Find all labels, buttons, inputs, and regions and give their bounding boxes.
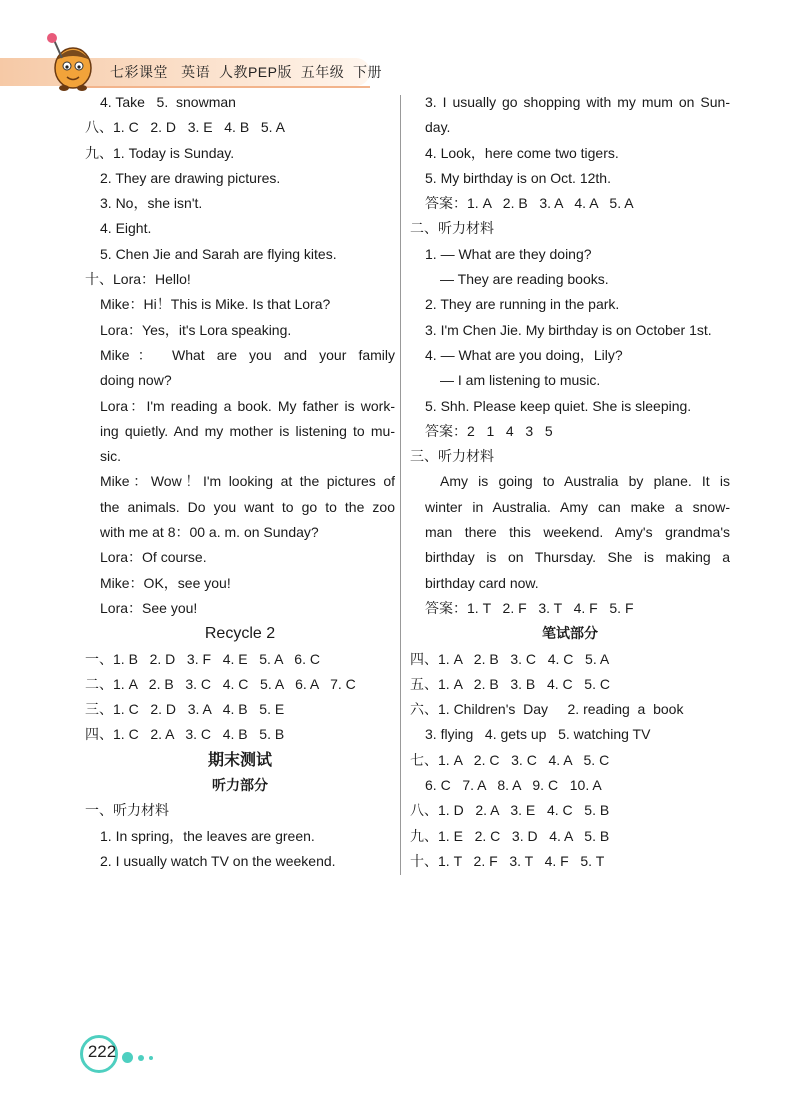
left-column-line: 4. Take 5. snowman (100, 94, 236, 110)
left-column-line: 3. No，she isn't. (100, 195, 203, 212)
page-header (0, 0, 800, 95)
footer-dot-small (149, 1056, 153, 1060)
right-column-line: man there this weekend. Amy's grandma's (425, 524, 730, 541)
column-divider (400, 95, 401, 875)
left-column-line: Lora：Yes，it's Lora speaking. (100, 321, 292, 338)
right-column-line: 答案：2 1 4 3 5 (425, 422, 553, 439)
right-column-line: 5. My birthday is on Oct. 12th. (425, 169, 611, 186)
left-column-line: 4. Eight. (100, 220, 152, 237)
right-column-line: 四、1. A 2. B 3. C 4. C 5. A (410, 650, 610, 667)
left-column-line: Mike：Wow！I'm looking at the pictures of (100, 473, 395, 490)
right-column-line: 九、1. E 2. C 3. D 4. A 5. B (410, 827, 610, 844)
footer-dot-medium (138, 1055, 144, 1061)
header-title: 七彩课堂 英语 人教PEP版 五年级 下册 (110, 64, 383, 80)
right-column-line: 八、1. D 2. A 3. E 4. C 5. B (410, 802, 610, 819)
left-column-line: sic. (100, 448, 121, 465)
right-column-line: 3. I'm Chen Jie. My birthday is on October 1st. (425, 321, 712, 338)
right-column-line: 三、听力材料 (410, 448, 494, 465)
right-column-line: 1. — What are they doing? (425, 245, 592, 262)
right-column-line: 3. I usually go shopping with my mum on Sun- (425, 94, 730, 110)
footer-dot-large (122, 1052, 133, 1063)
right-column-line: 5. Shh. Please keep quiet. She is sleeping. (425, 397, 692, 414)
right-column-line: 五、1. A 2. B 3. B 4. C 5. C (410, 675, 610, 692)
left-column-line: 十、Lora：Hello! (85, 271, 191, 288)
mascot-icon (40, 30, 102, 92)
left-column-line: the animals. Do you want to go to the zoo (100, 498, 395, 515)
right-column-line: 4. Look，here come two tigers. (425, 144, 619, 161)
left-column-line: Recycle 2 (204, 625, 276, 643)
left-column-line: 九、1. Today is Sunday. (85, 144, 235, 161)
right-column (410, 90, 730, 874)
left-column-line: Lora：See you! (100, 599, 198, 616)
left-column-line: 2. They are drawing pictures. (100, 169, 281, 186)
left-column (85, 90, 395, 874)
right-column-line: Amy is going to Australia by plane. It is (440, 473, 730, 490)
left-column-line: Lora：I'm reading a book. My father is work- (100, 397, 395, 414)
right-column-line: winter in Australia. Amy can make a snow- (425, 498, 730, 515)
right-column-line: 2. They are running in the park. (425, 296, 620, 313)
right-column-line: 6. C 7. A 8. A 9. C 10. A (425, 777, 602, 794)
left-column-line: 2. I usually watch TV on the weekend. (100, 852, 336, 869)
left-column-line: 二、1. A 2. B 3. C 4. C 5. A 6. A 7. C (85, 675, 356, 692)
page-number: 222 (87, 1042, 117, 1061)
right-column-line: birthday card now. (425, 574, 539, 591)
left-column-line: Mike：OK，see you! (100, 574, 231, 591)
right-column-line: 笔试部分 (542, 625, 598, 642)
left-column-line: doing now? (100, 372, 172, 389)
right-column-line: 二、听力材料 (410, 220, 494, 237)
left-column-line: 期末测试 (207, 751, 272, 769)
left-column-line: 四、1. C 2. A 3. C 4. B 5. B (85, 726, 285, 743)
left-column-line: Lora：Of course. (100, 549, 207, 566)
left-column-line: 八、1. C 2. D 3. E 4. B 5. A (85, 119, 285, 136)
right-column-line: 六、1. Children's Day 2. reading a book (410, 701, 684, 718)
right-column-line: 3. flying 4. gets up 5. watching TV (425, 726, 651, 743)
left-column-line: 1. In spring，the leaves are green. (100, 827, 315, 844)
left-column-line: ing quietly. And my mother is listening to mu- (100, 422, 395, 439)
right-column-line: day. (425, 119, 451, 136)
left-column-line: Mike：Hi！This is Mike. Is that Lora? (100, 296, 331, 313)
right-column-line: birthday is on Thursday. She is making a (425, 549, 730, 566)
left-column-line: Mike： What are you and your family (100, 346, 395, 363)
left-column-line: 三、1. C 2. D 3. A 4. B 5. E (85, 701, 285, 718)
right-column-line: — I am listening to music. (440, 372, 601, 389)
right-column-line: 答案：1. T 2. F 3. T 4. F 5. F (425, 599, 634, 616)
left-column-line: 一、1. B 2. D 3. F 4. E 5. A 6. C (85, 650, 320, 667)
right-column-line: 十、1. T 2. F 3. T 4. F 5. T (410, 852, 605, 869)
right-column-line: 4. — What are you doing，Lily? (425, 346, 623, 363)
left-column-line: 5. Chen Jie and Sarah are flying kites. (100, 245, 337, 262)
left-column-line: 一、听力材料 (85, 802, 169, 819)
right-column-line: 七、1. A 2. C 3. C 4. A 5. C (410, 751, 610, 768)
right-column-line: — They are reading books. (440, 271, 609, 288)
header-rule (70, 86, 370, 88)
left-column-line: with me at 8：00 a. m. on Sunday? (100, 524, 319, 541)
left-column-line: 听力部分 (212, 777, 268, 794)
right-column-line: 答案：1. A 2. B 3. A 4. A 5. A (425, 195, 634, 212)
